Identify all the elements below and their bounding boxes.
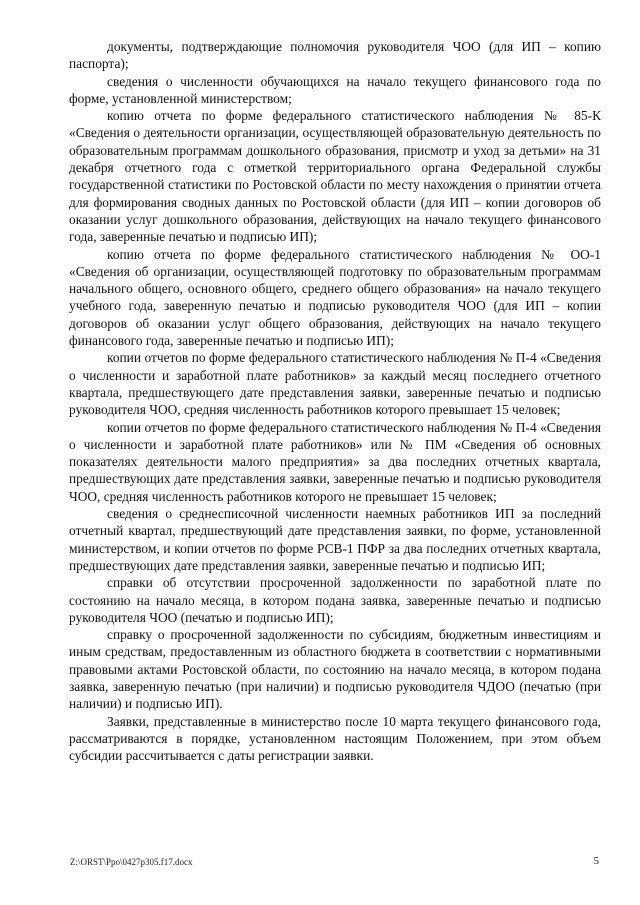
paragraph-report-p4-pm: копии отчетов по форме федерального статистического наблюдения № П-4 «Сведения о численности и заработной плате работников» или № ПМ «Сведения об основных показателях деятельности малого предприятия» за два последних отчетных квартала, предшествующих дате представления заявки, заверенные печатью и подписью руководителя ЧОО, средняя численность работников которого не превышает 15 человек; [69,419,601,504]
paragraph-report-85k: копию отчета по форме федерального статистического наблюдения № 85-К «Сведения о деятельности организации, осуществляющей образовательную деятельность по образовательным программам дошкольного образования, присмотр и уход за детьми» на 31 декабря отчетного года с отметкой территориального органа Федеральной службы государственной статистики по Ростовской области по месту нахождения о принятии отчета для формирования сводных данных по Ростовской области (для ИП – копии договоров об оказании услуг дошкольного образования, действующих на начало текущего финансового года, заверенные печатью и подписью ИП); [69,108,601,245]
paragraph-wage-arrears: справки об отсутствии просроченной задолженности по заработной плате по состоянию на начало месяца, в котором подана заявка, заверенные печатью и подписью руководителя ЧОО (печатью и подписью ИП); [69,575,601,625]
paragraph-report-oo1: копию отчета по форме федерального статистического наблюдения № ОО-1 «Сведения об организации, осуществляющей подготовку по образовательным программам начального общего, основного общего, среднего общего образования» на начало текущего учебного года, заверенную печатью и подписью руководителя ЧОО (для ИП – копии договоров об оказании услуг общего образования, действующих на начало текущего финансового года, заверенные печатью и подписью ИП); [69,246,601,349]
document-body [69,38,601,764]
paragraph-student-count: сведения о численности обучающихся на начало текущего финансового года по форме, установленной министерством; [69,73,601,106]
paragraph-subsidy-arrears: справку о просроченной задолженности по субсидиям, бюджетным инвестициям и иным средствам, предоставленным из областного бюджета в соответствии с нормативными правовыми актами Ростовской области, по состоянию на начало месяца, в котором подана заявка, заверенную печатью (при наличии) и подписью руководителя ЧДОО (печатью (при наличии) и подписью ИП). [69,627,601,712]
paragraph-ip-headcount: сведения о среднесписочной численности наемных работников ИП за последний отчетный квартал, предшествующий дате представления заявки, по форме, установленной министерством, и копии отчетов по форме РСВ-1 ПФР за два последних отчетных квартала, предшествующих дате представления заявки, заверенные печатью и подписью ИП; [69,506,601,573]
footer-file-path: Z:\ORST\Ppo\0427p305.f17.docx [70,857,193,867]
paragraph-late-applications: Заявки, представленные в министерство после 10 марта текущего финансового года, рассматриваются в порядке, установленном настоящим Положением, при этом объем субсидии рассчитывается с даты регистрации заявки. [69,713,601,764]
page-number: 5 [593,855,599,867]
paragraph-report-p4-monthly: копии отчетов по форме федерального статистического наблюдения № П-4 «Сведения о численности и заработной плате работников» за каждый месяц последнего отчетного квартала, предшествующего дате представления заявки, заверенные печатью и подписью руководителя ЧОО, средняя численность работников которого превышает 15 человек; [69,350,601,418]
paragraph-authority-documents: документы, подтверждающие полномочия руководителя ЧОО (для ИП – копию паспорта); [69,39,601,72]
